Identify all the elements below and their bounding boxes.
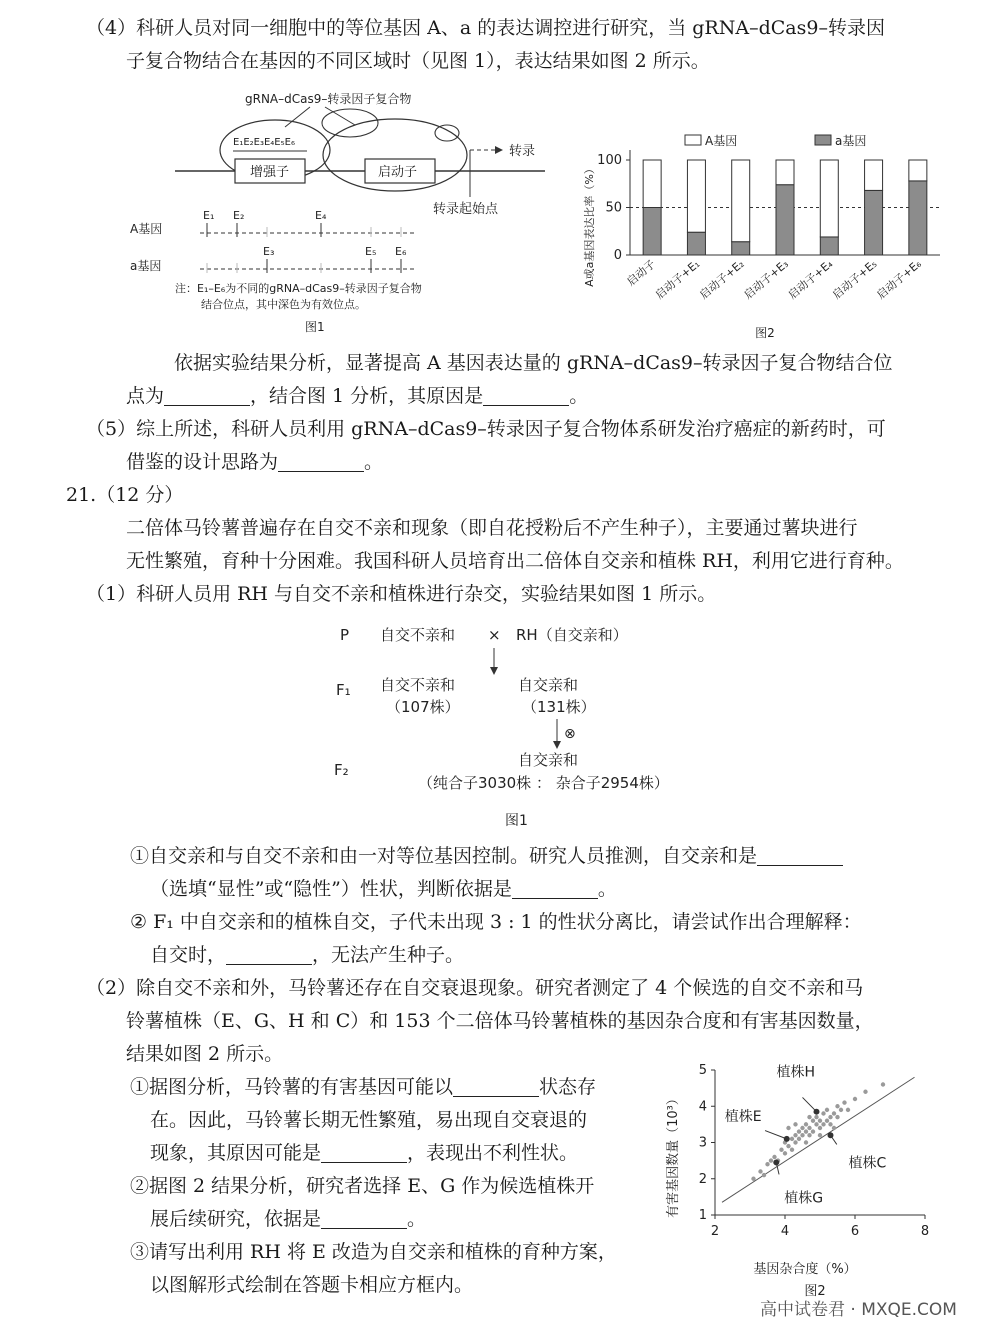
svg-text:F₁: F₁: [336, 681, 351, 699]
bar-category-label: 启动子: [624, 257, 659, 289]
scatter-point: [751, 1177, 755, 1181]
complex-label: gRNA–dCas9–转录因子复合物: [245, 92, 412, 106]
svg-text:F₂: F₂: [334, 761, 349, 779]
legend-swatch: [685, 135, 701, 145]
scatter-point: [818, 1133, 822, 1137]
scatter-point: [793, 1140, 797, 1144]
q21-intro2: 无性繁殖，育种十分困难。我国科研人员培育出二倍体自交亲和植株 RH，利用它进行育种。: [126, 550, 904, 572]
q21-s2-line1: ②据图 2 结果分析，研究者选择 E、G 作为候选植株开: [130, 1175, 595, 1197]
scatter-point: [842, 1100, 846, 1104]
gene-a-label: a基因: [130, 259, 162, 273]
scatter-point: [825, 1108, 829, 1112]
scatter-point: [846, 1108, 850, 1112]
scatter-point: [800, 1133, 804, 1137]
scatter-point: [807, 1126, 811, 1130]
q21-p2-line1: （2）除自交不亲和外，马铃薯还存在自交衰退现象。研究者测定了 4 个候选的自交不亲和马: [86, 977, 864, 999]
scatter-ytick-label: 5: [698, 1063, 707, 1078]
q20-analysis-line2: 点为 ，结合图 1 分析，其原因是 。: [126, 385, 589, 407]
answer-blank-basis[interactable]: [512, 878, 598, 899]
bar-category-label: 启动子+E₆: [874, 257, 924, 302]
answer-blank-binding-site[interactable]: [164, 385, 250, 406]
scatter-point: [790, 1137, 794, 1141]
plant-label: 植株E: [724, 1108, 762, 1125]
q21-s2-line2: 展后续研究，依据是 。: [150, 1208, 427, 1230]
figure-2-scatter-plot: [655, 1055, 945, 1305]
scatter-point: [863, 1090, 867, 1094]
bar-ytick-label: 50: [605, 200, 622, 216]
bar-A-5: [820, 160, 838, 237]
bar-a-2: [687, 232, 705, 255]
q20-p5-line2: 借鉴的设计思路为 。: [126, 451, 384, 473]
scatter-xtick-label: 6: [850, 1224, 860, 1239]
scatter-point: [832, 1111, 836, 1115]
gene-A-label: A基因: [130, 222, 163, 236]
q20-p4-line1: （4）科研人员对同一细胞中的等位基因 A、a 的表达调控进行研究，当 gRNA–dCas9–转录因: [86, 17, 885, 39]
answer-blank-dominance[interactable]: [757, 845, 843, 866]
scatter-point: [881, 1082, 885, 1086]
bar-A-6: [865, 160, 883, 190]
promoter-label: 启动子: [378, 165, 418, 180]
bar-category-label: 启动子+E₂: [697, 257, 747, 302]
bar-A-4: [776, 160, 794, 185]
fig1-note-line1: 注：E₁–E₆为不同的gRNA–dCas9–转录因子复合物: [175, 282, 422, 295]
bar-a-7: [909, 181, 927, 255]
q21-q1-2a: ② F₁ 中自交亲和的植株自交，子代未出现 3 : 1 的性状分离比，请尝试作出合理解释：: [130, 911, 862, 933]
a-site-3: E₃: [263, 245, 275, 258]
answer-blank-design-idea[interactable]: [278, 451, 364, 472]
q21-s1-line2: 在。因此，马铃薯长期无性繁殖，易出现自交衰退的: [150, 1109, 588, 1131]
scatter-ytick-label: 4: [698, 1099, 707, 1115]
bar-a-1: [643, 208, 661, 256]
cross-caption: 图1: [505, 813, 528, 829]
scatter-point: [793, 1133, 797, 1137]
bar-a-4: [776, 185, 794, 255]
svg-text:（131株）: （131株）: [522, 698, 596, 716]
A-site-2: E₂: [233, 209, 245, 222]
q20-p5-line1: （5）综上所述，科研人员利用 gRNA–dCas9–转录因子复合物体系研发治疗癌症的新药时，可: [86, 418, 886, 440]
watermark: 高中试卷君 · MXQE.COM: [760, 1300, 957, 1320]
scatter-point: [821, 1122, 825, 1126]
bar-chart-ylabel: A或a基因表达比率（%）: [583, 163, 596, 287]
scatter-point: [800, 1126, 804, 1130]
A-site-4: E₄: [315, 209, 327, 222]
q21-q1-1a: ①自交亲和与自交不亲和由一对等位基因控制。研究人员推测，自交亲和是: [130, 840, 843, 873]
bar-A-1: [643, 160, 661, 208]
scatter-point: [818, 1119, 822, 1123]
scatter-point: [758, 1169, 762, 1173]
scatter-point: [762, 1173, 766, 1177]
enhancer-label: 增强子: [250, 165, 290, 180]
scatter-point: [804, 1122, 808, 1126]
bar-a-3: [732, 242, 750, 255]
scatter-point: [825, 1119, 829, 1123]
scatter-point: [818, 1126, 822, 1130]
svg-text:（107株）: （107株）: [386, 698, 460, 716]
start-site-label: 转录起始点: [433, 202, 499, 217]
bar-category-label: 启动子+E₅: [830, 257, 880, 302]
figure-1-gene-diagram: [125, 85, 565, 345]
scatter-point: [793, 1122, 797, 1126]
svg-text:自交亲和: 自交亲和: [518, 676, 579, 694]
scatter-point: [839, 1108, 843, 1112]
bar-A-3: [732, 160, 750, 242]
scatter-ytick-label: 1: [698, 1208, 707, 1223]
bar-category-label: 启动子+E₄: [785, 257, 836, 302]
svg-text:自交亲和: 自交亲和: [518, 751, 579, 769]
scatter-point: [783, 1151, 787, 1155]
scatter-point: [828, 1122, 832, 1126]
scatter-point: [835, 1104, 839, 1108]
q21-s3-line1: ③请写出利用 RH 将 E 改造为自交亲和植株的育种方案，: [130, 1241, 617, 1263]
svg-text:自交不亲和: 自交不亲和: [380, 626, 456, 644]
scatter-xtick-label: 8: [920, 1224, 930, 1239]
scatter-point: [807, 1115, 811, 1119]
cross-diagram: [320, 615, 720, 835]
selfing-arrow-icon: [553, 741, 561, 749]
legend-swatch: [815, 135, 831, 145]
answer-blank-selection-basis[interactable]: [321, 1208, 407, 1229]
A-site-1: E₁: [203, 209, 215, 222]
scatter-xtick-label: 4: [780, 1224, 790, 1239]
q21-intro1: 二倍体马铃薯普遍存在自交不亲和现象（即自花授粉后不产生种子），主要通过薯块进行: [126, 517, 858, 539]
scatter-point: [769, 1158, 773, 1162]
scatter-point: [828, 1115, 832, 1119]
transcription-arrow-icon: [495, 146, 503, 154]
scatter-point: [772, 1155, 776, 1159]
q21-p2-line2: 铃薯植株（E、G、H 和 C）和 153 个二倍体马铃薯植株的基因杂合度和有害基因数量，: [126, 1010, 874, 1032]
answer-blank-explanation[interactable]: [226, 944, 312, 965]
q21-p2-line3: 结果如图 2 所示。: [126, 1043, 284, 1065]
q20-analysis-line1: 依据实验结果分析，显著提高 A 基因表达量的 gRNA–dCas9–转录因子复合物结合位: [174, 352, 893, 374]
q21-s1-line1: ①据图分析，马铃薯的有害基因可能以 状态存: [130, 1076, 597, 1098]
q21-header: 21.（12 分）: [66, 484, 184, 506]
fig1-note-line2: 结合位点，其中深色为有效位点。: [201, 298, 366, 311]
selfing-symbol: ⊗: [564, 726, 576, 742]
scatter-point: [797, 1129, 801, 1133]
svg-text:×: ×: [488, 626, 501, 644]
a-site-5: E₅: [365, 245, 377, 258]
scatter-point: [821, 1111, 825, 1115]
scatter-point: [853, 1097, 857, 1101]
answer-blank-gene-state[interactable]: [453, 1076, 539, 1097]
answer-blank-decline-reason[interactable]: [321, 1142, 407, 1163]
scatter-point: [804, 1129, 808, 1133]
scatter-point: [811, 1119, 815, 1123]
bar-category-label: 启动子+E₃: [741, 257, 791, 302]
scatter-point: [804, 1140, 808, 1144]
plant-label: 植株H: [776, 1064, 816, 1081]
scatter-point: [797, 1137, 801, 1141]
scatter-point: [807, 1133, 811, 1137]
q21-s1-line3: 现象，其原因可能是 ，表现出不利性状。: [150, 1142, 579, 1164]
plant-label: 植株G: [784, 1190, 824, 1207]
scatter-point: [786, 1126, 790, 1130]
scatter-point: [786, 1144, 790, 1148]
plant-label: 植株C: [848, 1155, 887, 1172]
bar-a-6: [865, 190, 883, 255]
svg-text:P: P: [340, 626, 350, 644]
q20-p4-line2: 子复合物结合在基因的不同区域时（见图 1），表达结果如图 2 所示。: [126, 50, 710, 72]
q21-q1-1b: （选填“显性”或“隐性”）性状，判断依据是 。: [150, 878, 617, 900]
scatter-ytick-label: 3: [698, 1135, 707, 1151]
a-site-6: E₆: [395, 245, 407, 258]
scatter-xlabel: 基因杂合度（%）: [753, 1262, 857, 1277]
fig2-caption: 图2: [755, 326, 775, 340]
svg-text:自交不亲和: 自交不亲和: [380, 676, 456, 694]
transcription-label: 转录: [509, 144, 536, 159]
bar-A-7: [909, 160, 927, 181]
figure-2-bar-chart: [575, 115, 955, 345]
bar-A-2: [687, 160, 705, 232]
scatter-point: [765, 1162, 769, 1166]
scatter-point: [790, 1148, 794, 1152]
cross-arrow-icon: [490, 667, 498, 675]
scatter-ytick-label: 2: [698, 1171, 707, 1187]
bar-ytick-label: 100: [597, 153, 622, 168]
scatter-point: [811, 1129, 815, 1133]
q21-q1-2b: 自交时， ，无法产生种子。: [150, 944, 465, 966]
legend-label: A基因: [705, 134, 738, 148]
e-sites-box-label: E₁E₂E₃E₄E₅E₆: [233, 137, 295, 148]
trend-line: [722, 1077, 915, 1202]
scatter-caption: 图2: [804, 1284, 826, 1299]
q21-s3-line2: 以图解形式绘制在答题卡相应方框内。: [150, 1274, 474, 1296]
scatter-point: [835, 1115, 839, 1119]
legend-label: a基因: [835, 134, 867, 148]
scatter-point: [814, 1122, 818, 1126]
scatter-point: [779, 1148, 783, 1152]
fig1-caption: 图1: [305, 320, 325, 334]
bar-ytick-label: 0: [613, 248, 622, 263]
scatter-point: [832, 1126, 836, 1130]
svg-text:（纯合子3030株 ： 杂合子2954株）: （纯合子3030株 ： 杂合子2954株）: [418, 774, 669, 792]
svg-text:RH（自交亲和）: RH（自交亲和）: [516, 626, 628, 644]
scatter-point: [814, 1115, 818, 1119]
bar-category-label: 启动子+E₁: [652, 257, 703, 302]
scatter-xtick-label: 2: [710, 1224, 720, 1239]
answer-blank-reason[interactable]: [483, 385, 569, 406]
bar-a-5: [820, 237, 838, 255]
scatter-ylabel: 有害基因数量（10³）: [666, 1092, 681, 1218]
q21-p1: （1）科研人员用 RH 与自交不亲和植株进行杂交，实验结果如图 1 所示。: [86, 583, 717, 605]
